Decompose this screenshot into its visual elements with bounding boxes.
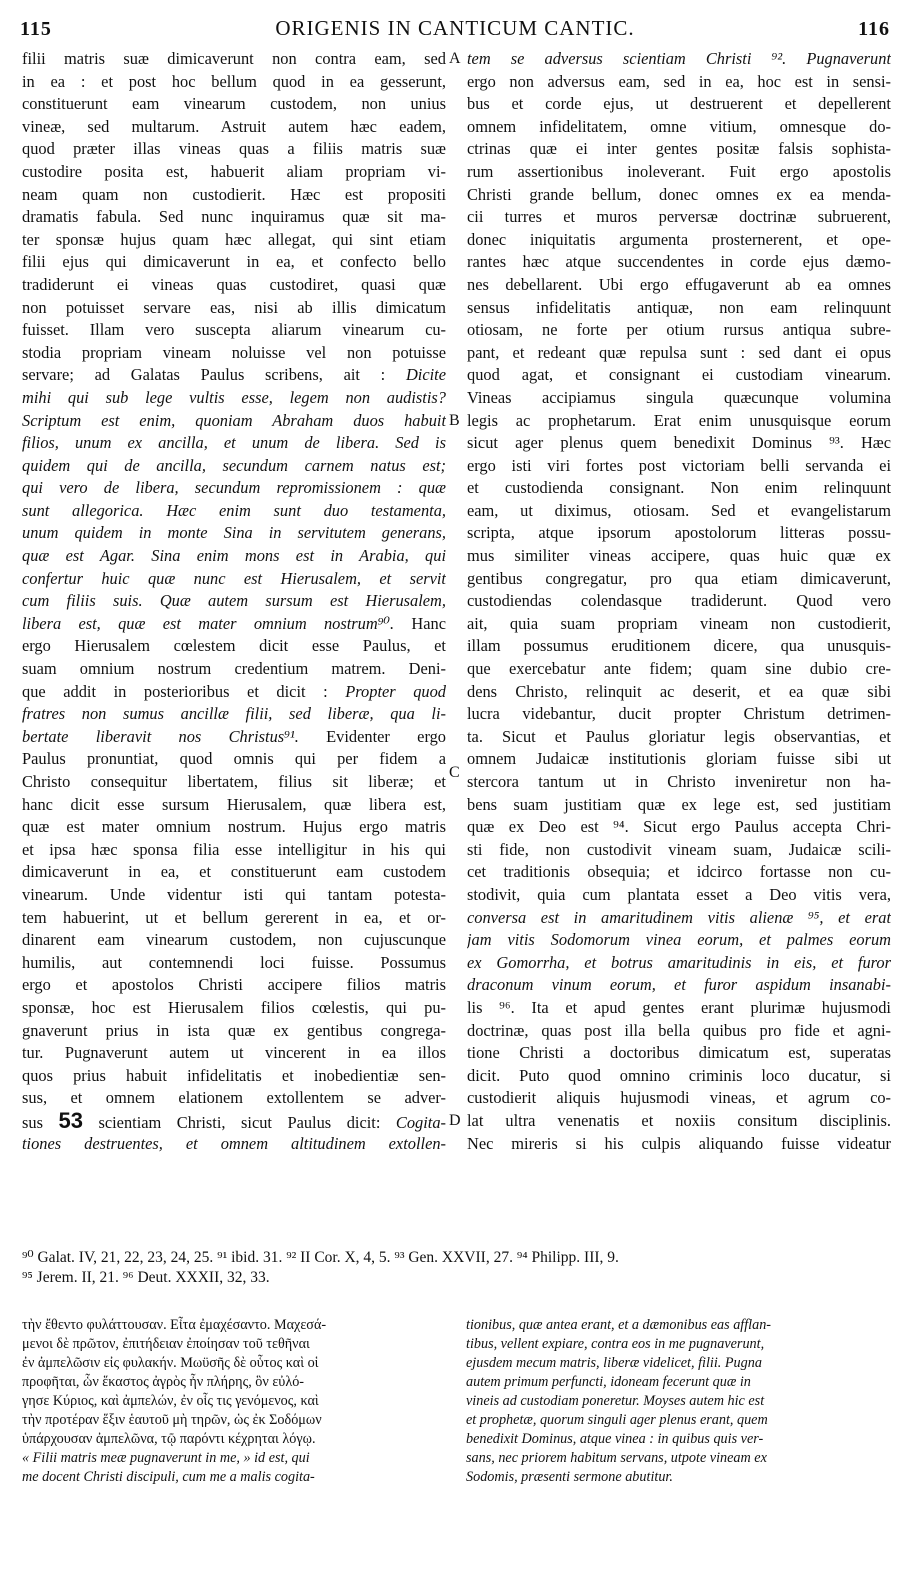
text-line: quod agat, et consignant ei custodiam vinearum. xyxy=(467,365,891,385)
italic-segment: Dicite xyxy=(405,365,446,385)
running-title: ORIGENIS IN CANTICUM CANTIC. xyxy=(275,16,635,40)
latin-line: ejusdem mecum matris, liberæ videlicet, filii. Pugna xyxy=(466,1355,762,1371)
text-line: dimicaverunt in ea, et constituerunt eam custodem xyxy=(22,862,446,882)
greek-line: ὑπάρχουσαν ἀμπελῶνα, τῷ παρόντι κέχρηται λόγῳ. xyxy=(22,1431,316,1447)
text-line: ter sponsæ hujus quam hæc allegat, qui sint etiam xyxy=(22,229,446,249)
text-line: sti fide, non custodivit vineam suam, Judaicæ scili- xyxy=(467,839,891,859)
greek-line: τὴν ἔθεντο φυλάττουσαν. Εἶτα ἐμαχέσαντο. Μαχεσά- xyxy=(22,1317,327,1333)
text-line: sensus infidelitatis antiquæ, non eam relinquunt xyxy=(467,297,891,317)
text-line: hanc dicit esse sursum Hierusalem, quæ libera est, xyxy=(22,794,446,814)
text-line: cii turres et muros perversæ doctrinæ subruerent, xyxy=(467,207,891,227)
page-number-left: 115 xyxy=(20,18,52,40)
text-line: tem habuerint, ut et bellum gererent in ea, et or- xyxy=(22,907,446,927)
greek-line: γησε Κύριος, καὶ ἀμπελών, ἐν οἷς τις γενόμενος, καὶ xyxy=(22,1393,319,1409)
text-line: custodire posita est, habuerit aliam propriam vi- xyxy=(22,161,446,181)
text-line xyxy=(22,726,446,749)
text-line: dens Christo, relinquit ac deserit, et ea quæ sibi xyxy=(467,681,891,701)
margin-letter-b: B xyxy=(449,412,460,429)
text-line: Christi grande bellum, donec omnes ex ea menda- xyxy=(467,184,891,204)
text-line: sus, et omnem elationem extollentem se adver- xyxy=(22,1088,446,1108)
text-line: conversa est in amaritudinem vitis alienæ ⁹⁵, et erat xyxy=(467,907,891,927)
text-line: ergo non adversus eam, sed in ea, hoc est in sensi- xyxy=(467,71,891,91)
text-line: otiosam, ne forte per otium rursus antiqua subre- xyxy=(467,320,891,340)
text-line: mihi qui sub lege vultis esse, legem non audistis? xyxy=(22,387,446,407)
greek-line: me docent Christi discipuli, cum me a malis cogita- xyxy=(22,1469,315,1485)
text-line: quos prius habuit infidelitatis et inobedientiæ sen- xyxy=(22,1065,446,1085)
greek-line: ἐν ἀμπελῶσιν εἰς φυλακήν. Μωϋσῆς δὲ οὗτος καὶ οἱ xyxy=(22,1355,319,1371)
text-line: tradiderunt ei vineas quas custodiret, quasi quæ xyxy=(22,274,446,294)
text-line xyxy=(22,1110,446,1133)
text-line: et custodienda consignant. Non enim relinquunt xyxy=(467,478,891,498)
text-line: illam possumus eruditionem dicere, qua unusquis- xyxy=(467,636,891,656)
italic-segment: bertate liberavit nos Christus⁹¹. xyxy=(22,726,327,746)
italic-segment: Cogita- xyxy=(395,1112,446,1132)
margin-letter-d: D xyxy=(449,1112,461,1129)
text-line: filii matris suæ dimicaverunt non contra eam, sed xyxy=(22,49,446,68)
text-line: quæ ex Deo est ⁹⁴. Sicut ergo Paulus accepta Chri- xyxy=(467,817,891,837)
latin-line: vineis ad custodiam poneretur. Moyses autem hic est xyxy=(466,1393,765,1409)
text-line: qui vero de libera, secundum repromissionem : quæ xyxy=(22,478,446,498)
text-line: vineæ, sed multarum. Astruit autem hæc eadem, xyxy=(22,116,446,136)
text-segment: que addit in posterioribus et dicit : xyxy=(22,681,346,701)
text-line: pant, et redeant quæ repulsa sunt : sed dant ei opus xyxy=(467,342,891,362)
text-line: tiones destruentes, et omnem altitudinem extollen- xyxy=(22,1133,446,1153)
latin-line: Sodomis, præsenti sermone abutitur. xyxy=(466,1469,673,1485)
text-line: sunt allegorica. Hæc enim sunt duo testamenta, xyxy=(22,500,446,520)
text-line: bus et corde ejus, ut destruerent et depellerent xyxy=(467,94,891,114)
margin-letter-a: A xyxy=(449,50,461,67)
text-line: cum filiis suis. Quæ autem sursum est Hierusalem, xyxy=(22,591,446,611)
text-line: doctrinæ, quas post illa bella quibus pro fide et agni- xyxy=(467,1020,891,1040)
text-line: ex Gomorrha, et botrus amaritudinis in eis, et furor xyxy=(467,952,891,972)
latin-line: autem primum perfuncti, idoneam fecerunt quæ in xyxy=(466,1374,751,1390)
text-line: tur. Pugnaverunt autem ut vincerent in ea illos xyxy=(22,1043,446,1063)
text-line: dinarent eam vinearum custodem, non cujuscunque xyxy=(22,930,446,950)
text-line: custodiendas colendasque tradiderunt. Quod vero xyxy=(467,591,891,611)
text-line: Christo consequitur libertatem, filius sit liberæ; et xyxy=(22,772,446,791)
text-line: bens suam justitiam quæ ex lege est, sed justitiam xyxy=(467,794,891,814)
text-line: non potuisset servare eas, nisi ab illis dimicatum xyxy=(22,297,446,317)
text-line: omnem Judaicæ institutionis gloriam fuisse sibi ut xyxy=(467,749,891,769)
text-line: ergo Hierusalem cœlestem dicit esse Paulus, et xyxy=(22,636,446,656)
text-line: mus similiter vineas accipere, quas huic quæ ex xyxy=(467,546,891,566)
text-line xyxy=(22,681,446,704)
greek-line: προφῆται, ὧν ἕκαστος ἀγρὸς ἦν πλήρης, ὃν εὐλό- xyxy=(22,1374,305,1390)
text-line: humilis, aut contemnendi loci fuisse. Possumus xyxy=(22,952,446,972)
text-line: Paulus pronuntiat, quod omnis qui per fidem a xyxy=(22,749,446,769)
text-line: ait, quia suam propriam vineam non custodierit, xyxy=(467,613,891,633)
text-line: tione Christi a doctoribus dimicatum est, superatas xyxy=(467,1043,891,1063)
text-line: constituerunt eam vinearum custodem, non unius xyxy=(22,94,446,114)
text-line: unum quidem in monte Sina in servitutem generans, xyxy=(22,523,446,543)
latin-translation-column xyxy=(466,1316,890,1487)
text-line: tem se adversus scientiam Christi ⁹². Pugnaverunt xyxy=(467,49,891,68)
text-line: que exercebatur ante fidem; quam sine dubio cre- xyxy=(467,659,891,679)
text-line: ergo et apostolos Christi accipere filios matris xyxy=(22,975,446,995)
text-line: filii ejus qui dimicaverunt in ea, et confecto bello xyxy=(22,252,446,272)
text-line: lis ⁹⁶. Ita et apud gentes erant plurimæ hujusmodi xyxy=(467,997,891,1017)
text-line: eam, ut diximus, otiosam. Sed et evangelistarum xyxy=(467,500,891,520)
greek-line: τὴν προτέραν ἕξιν ἑαυτοῦ μὴ τηρῶν, ὡς ἐκ Σοδόμων xyxy=(22,1412,322,1428)
text-segment: servare; ad Galatas Paulus scribens, ait : xyxy=(22,365,406,385)
latin-line: benedixit Dominus, atque vinea : in quibus quis ver- xyxy=(466,1431,764,1447)
text-line: ta. Sicut et Paulus gloriatur legis observantias, et xyxy=(467,726,891,746)
text-line: lat ultra venenatis et noxiis consitum disciplinis. xyxy=(467,1110,891,1130)
page-header xyxy=(20,12,890,40)
text-line: jam vitis Sodomorum vinea eorum, et palmes eorum xyxy=(467,930,891,950)
text-line: stodia propriam vineam noluisse vel non potuisse xyxy=(22,342,446,362)
text-line: draconum vinum eorum, et furor aspidum insanabi- xyxy=(467,975,891,995)
text-line: rum assertionibus inoleverant. Fuit ergo apostolis xyxy=(467,161,891,181)
text-segment: sus xyxy=(22,1112,59,1132)
footnotes xyxy=(22,1248,892,1288)
text-line: et ipsa hæc sponsa filia esse intelligitur in his qui xyxy=(22,839,446,859)
greek-column xyxy=(22,1316,444,1487)
text-line: suam omnium nostrum credentium matrem. Deni- xyxy=(22,659,446,679)
footnote-line: ⁹⁵ Jerem. II, 21. ⁹⁶ Deut. XXXII, 32, 33. xyxy=(22,1269,270,1286)
text-segment: Hanc xyxy=(411,613,446,633)
text-segment: scientiam Christi, sicut Paulus dicit: xyxy=(82,1112,396,1132)
greek-line: μενοι δὲ πρῶτον, ἐπιτήδειαν ἐποίησαν τοῦ τεθῆναι xyxy=(22,1336,310,1352)
text-line: neam quam non custodierit. Hæc est propositi xyxy=(22,184,446,204)
left-column xyxy=(22,48,446,1155)
text-line: dramatis fabula. Sed nunc inquiramus quæ sit ma- xyxy=(22,207,446,227)
text-line: quod præter illas vineas quas a filiis matris suæ xyxy=(22,139,446,159)
text-line: rantes hæc atque succendentes in corde ejus dæmo- xyxy=(467,252,891,272)
text-segment: Evidenter ergo xyxy=(326,726,446,746)
text-line: quæ est Agar. Sina enim mons est in Arabia, qui xyxy=(22,546,446,566)
text-line: quæ est mater omnium nostrum. Hujus ergo matris xyxy=(22,817,446,837)
latin-line: sans, nec priorem habitum servans, utpote vineam ex xyxy=(466,1450,767,1466)
text-line xyxy=(22,364,446,387)
text-line: stercora tantum ut in Christo inveniretur non ha- xyxy=(467,772,891,791)
footnote-line: ⁹⁰ Galat. IV, 21, 22, 23, 24, 25. ⁹¹ ibid. 31. ⁹² II Cor. X, 4, 5. ⁹³ Gen. XXVII, 27. ⁹⁴ Philipp. III, 9. xyxy=(22,1249,619,1266)
text-line: fuisset. Illam vero suscepta aliarum vinearum cu- xyxy=(22,320,446,340)
text-line: confertur huic quæ nunc est Hierusalem, et servit xyxy=(22,568,446,588)
text-line: in ea : et post hoc bellum quod in ea gesserunt, xyxy=(22,71,446,91)
text-line: cet traditionis obsequia; et idcirco fortasse non cu- xyxy=(467,862,891,882)
page-number-right: 116 xyxy=(858,18,890,40)
text-line: custodierit aliquis hujusmodi vineas, et agrum co- xyxy=(467,1088,891,1108)
latin-line: tionibus, quæ antea erant, et a dæmonibus eas afflan- xyxy=(466,1317,772,1333)
italic-segment: libera est, quæ est mater omnium nostrum⁹⁰. xyxy=(22,613,412,633)
text-line: Vineas accipiamus singula quæcunque volumina xyxy=(467,387,891,407)
text-line: gnaverunt prius in ista quæ ex gentibus congrega- xyxy=(22,1020,446,1040)
text-line: dicit. Puto quod omnino criminis loco ducatur, si xyxy=(467,1065,891,1085)
margin-letter-c: C xyxy=(449,764,460,781)
greek-line: « Filii matris meæ pugnaverunt in me, » id est, qui xyxy=(22,1450,310,1466)
text-line: sponsæ, hoc est Hierusalem filios cœlestis, qui pu- xyxy=(22,997,446,1017)
text-line: fratres non sumus ancillæ filii, sed liberæ, qua li- xyxy=(22,704,446,724)
text-line: scripta, atque ipsorum apostolorum litteras possu- xyxy=(467,523,891,543)
text-line xyxy=(22,613,446,636)
text-line: legis ac prophetarum. Erat enim unusquisque eorum xyxy=(467,410,891,430)
text-line: ctrinas quæ ei inter gentes positæ falsis sophista- xyxy=(467,139,891,159)
text-line: omnem infidelitatem, omne vitium, omnesque do- xyxy=(467,116,891,136)
latin-line: tibus, vellent expiare, contra eos in me pugnaverunt, xyxy=(466,1336,765,1352)
text-line: Scriptum est enim, quoniam Abraham duos habuit xyxy=(22,410,446,430)
text-line: Nec mireris si his culpis aliquando fuisse videatur xyxy=(467,1133,891,1153)
text-line: ergo isti viri fortes post victoriam belli servanda ei xyxy=(467,455,891,475)
text-line: sicut ager plenus quem benedixit Dominus ⁹³. Hæc xyxy=(467,433,891,453)
text-line: filios, unum ex ancilla, et unum de libera. Sed is xyxy=(22,433,446,453)
italic-segment: Propter quod xyxy=(345,681,446,701)
text-line: quidem qui de ancilla, secundum carnem natus est; xyxy=(22,455,446,475)
text-line: stodivit, quia cum plantata esset a Deo vitis vera, xyxy=(467,884,891,904)
text-line: lucra videbantur, ducit propter Christum detrimen- xyxy=(467,704,891,724)
text-line: vinearum. Unde videntur isti qui tantam potesta- xyxy=(22,884,446,904)
column-number: 53 xyxy=(58,1109,83,1133)
right-column xyxy=(467,48,891,1155)
text-line: nes debellarent. Ubi ergo effugaverunt ab ea omnes xyxy=(467,274,891,294)
latin-line: et prophetæ, quorum singuli ager plenus erant, quem xyxy=(466,1412,768,1428)
text-line: donec iniquitatis argumenta prosternerent, et ope- xyxy=(467,229,891,249)
text-line: gentibus congregatur, pro qua etiam dimicaverunt, xyxy=(467,568,891,588)
